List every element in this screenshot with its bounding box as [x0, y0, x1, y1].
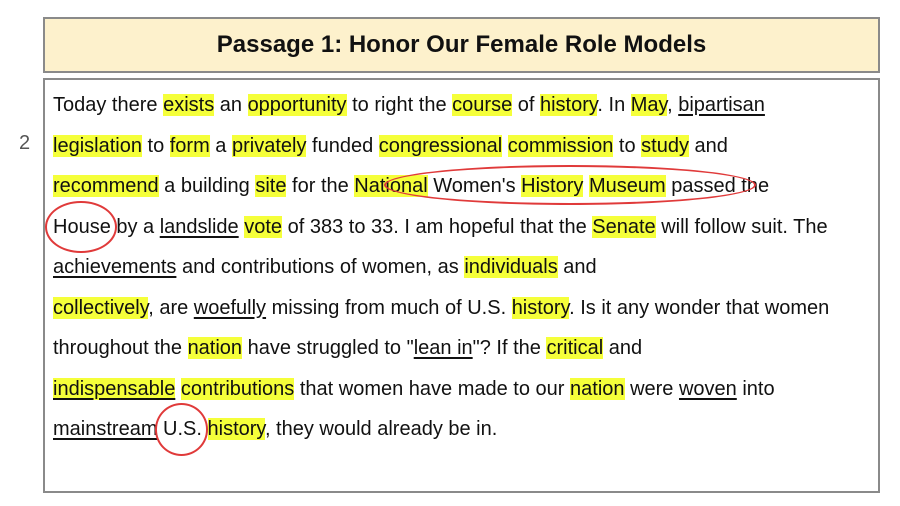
plain-text: and: [603, 337, 643, 359]
circled-word: U.S.: [163, 409, 202, 450]
highlighted-underlined-word: indispensable: [53, 377, 176, 400]
plain-text: were: [624, 377, 679, 400]
plain-text: a: [209, 134, 232, 157]
highlighted-word: vote: [244, 215, 283, 238]
plain-text: Women's: [427, 175, 522, 197]
plain-text: to right the: [346, 94, 453, 116]
highlighted-word: Museum: [588, 175, 666, 197]
plain-text: . Is it any wonder that women throughout the: [53, 296, 830, 359]
highlighted-word: history: [539, 94, 598, 116]
underlined-word: woven: [678, 377, 737, 400]
plain-text: "? If the: [472, 337, 547, 359]
highlighted-word: commission: [507, 134, 614, 157]
plain-text: that women have made to our: [294, 377, 571, 400]
plain-text: and: [557, 256, 597, 278]
highlighted-word: opportunity: [247, 94, 347, 116]
highlighted-word: exists: [163, 94, 215, 116]
plain-text: missing from much of U.S.: [266, 296, 512, 319]
highlighted-word: history: [207, 418, 265, 440]
plain-text: into: [736, 377, 775, 400]
underlined-word: landslide: [159, 215, 239, 238]
highlighted-word: site: [255, 175, 287, 197]
plain-text: and: [688, 134, 728, 157]
highlighted-word: legislation: [53, 134, 142, 157]
highlighted-word: May: [630, 94, 668, 116]
plain-text: will follow suit. The: [655, 215, 828, 238]
plain-text: , are: [148, 296, 194, 319]
underlined-word: lean in: [413, 337, 473, 359]
highlighted-word: privately: [232, 134, 307, 157]
plain-text: ,: [667, 94, 679, 116]
plain-text: Today there: [53, 94, 164, 116]
plain-text: of 383 to 33. I am hopeful that the: [282, 215, 593, 238]
highlighted-word: critical: [546, 337, 604, 359]
highlighted-word: form: [169, 134, 210, 157]
highlighted-word: individuals: [464, 256, 558, 278]
highlighted-word: congressional: [378, 134, 503, 157]
underlined-word: woefully: [193, 296, 267, 319]
highlighted-word: contributions: [180, 377, 295, 400]
plain-text: for the: [286, 175, 355, 197]
plain-text: of: [512, 94, 540, 116]
underlined-word: achievements: [53, 256, 177, 278]
plain-text: a building: [158, 175, 256, 197]
plain-text: to: [613, 134, 642, 157]
plain-text: and contributions of women, as: [176, 256, 465, 278]
highlighted-word: study: [641, 134, 689, 157]
plain-text: , they would already be in.: [264, 418, 498, 440]
plain-text: an: [214, 94, 248, 116]
plain-text: by a: [110, 215, 160, 238]
plain-text: [202, 418, 208, 440]
plain-text: funded: [306, 134, 379, 157]
plain-text: passed the: [665, 175, 770, 197]
line-number: 2: [19, 132, 31, 154]
highlighted-word: Senate: [592, 215, 656, 238]
underlined-word: mainstream: [53, 418, 158, 440]
plain-text: [502, 135, 508, 157]
highlighted-word: History: [521, 175, 584, 197]
plain-text: . In: [597, 94, 631, 116]
passage-text: [53, 85, 868, 450]
highlighted-word: nation: [187, 337, 243, 359]
passage-title: Passage 1: Honor Our Female Role Models: [216, 31, 707, 58]
circled-word: House: [53, 207, 111, 248]
plain-text: to: [141, 134, 170, 157]
underlined-word: bipartisan: [678, 94, 765, 116]
highlighted-word: collectively: [53, 296, 149, 319]
plain-text: have struggled to ": [242, 337, 414, 359]
highlighted-word: history: [511, 296, 570, 319]
highlighted-word: nation: [570, 377, 625, 400]
passage-box: [43, 78, 880, 493]
highlighted-word: course: [452, 94, 513, 116]
highlighted-word: recommend: [53, 175, 159, 197]
title-box: [43, 17, 880, 73]
highlighted-word: National: [354, 175, 428, 197]
